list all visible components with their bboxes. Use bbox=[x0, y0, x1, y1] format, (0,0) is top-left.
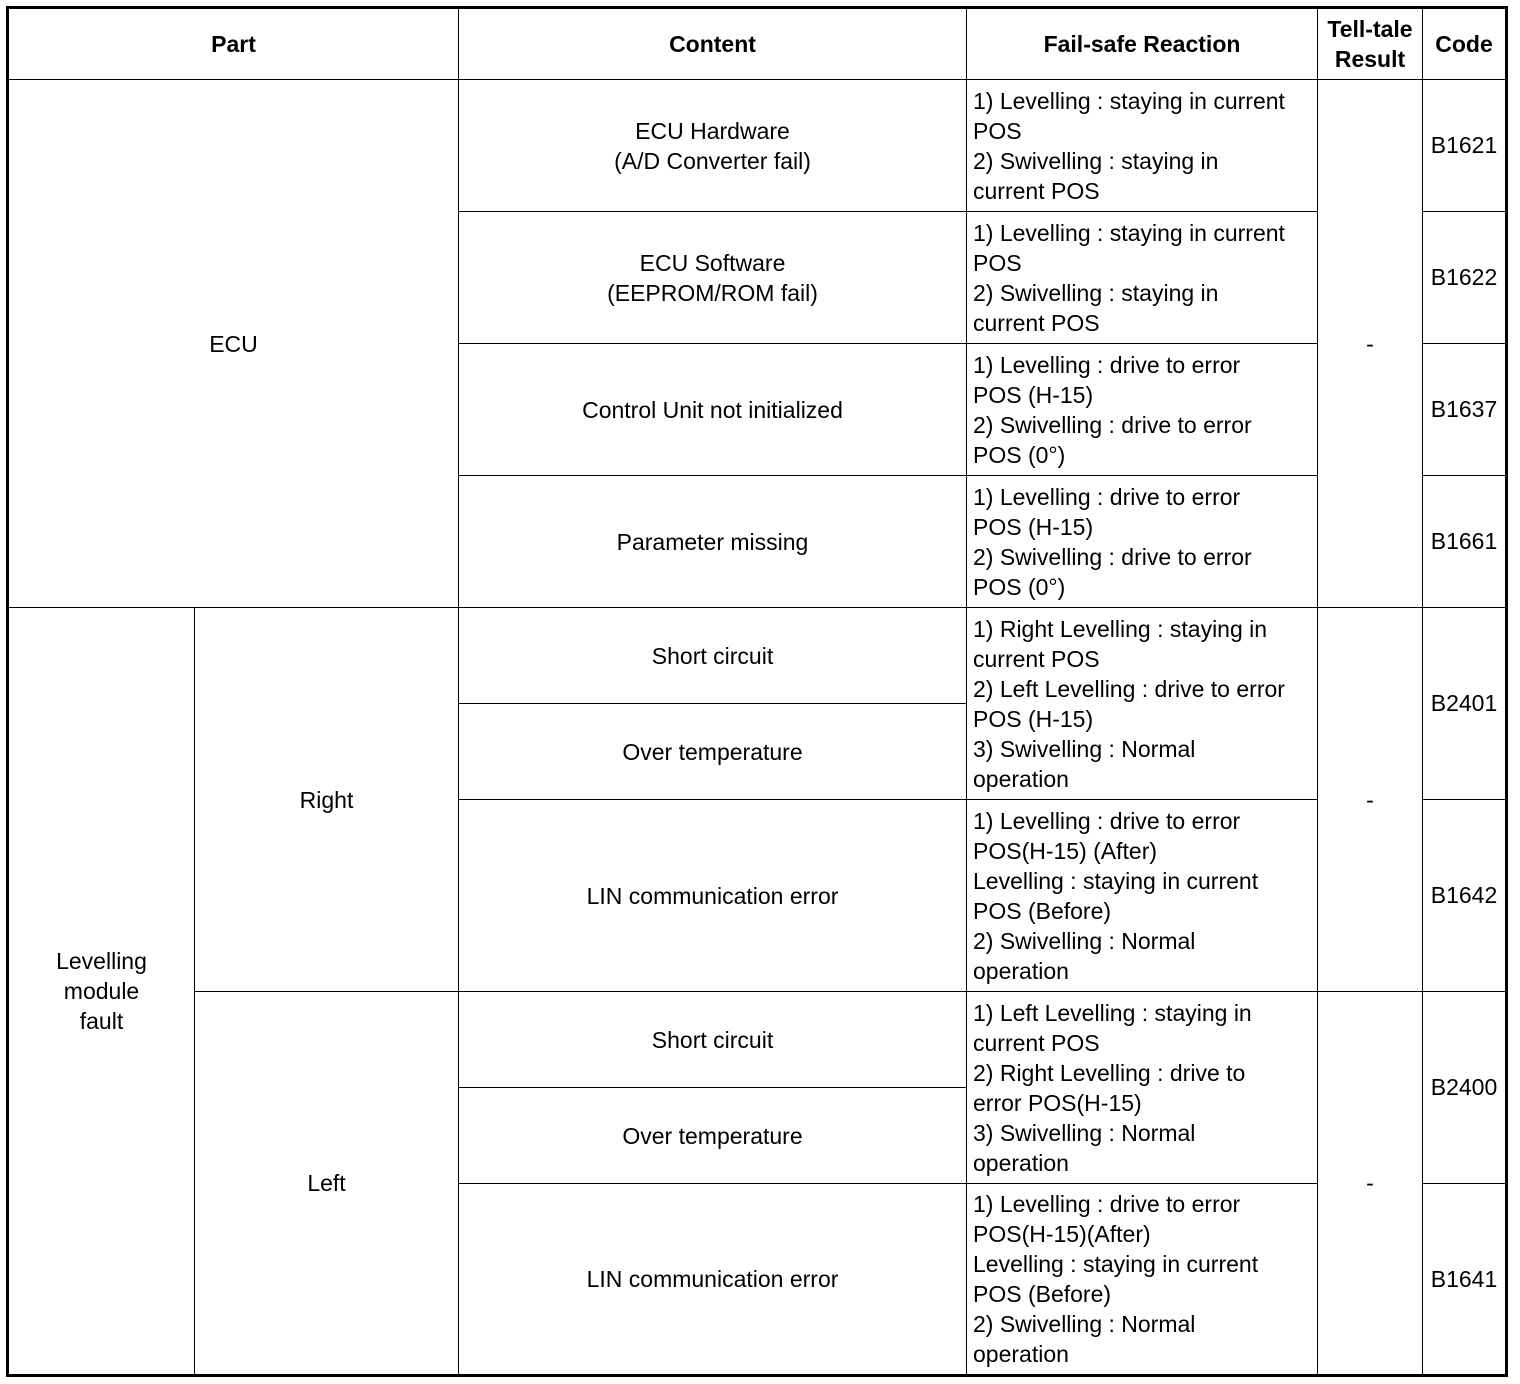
part-ecu: ECU bbox=[8, 80, 459, 608]
header-telltale-line1: Tell-tale bbox=[1327, 16, 1413, 42]
telltale-ecu: - bbox=[1318, 80, 1423, 608]
content-cell: ECU Software (EEPROM/ROM fail) bbox=[459, 212, 967, 344]
reaction-cell: 1) Levelling : drive to error POS(H-15) (After) Levelling : staying in current POS (Before) 2) Swivelling : Normal operation bbox=[967, 800, 1318, 992]
content-cell: LIN communication error bbox=[459, 800, 967, 992]
header-code: Code bbox=[1423, 8, 1507, 80]
side-right: Right bbox=[195, 608, 459, 992]
table-row bbox=[8, 992, 1507, 1088]
telltale-right: - bbox=[1318, 608, 1423, 992]
header-content: Content bbox=[459, 8, 967, 80]
code-cell: B1642 bbox=[1423, 800, 1507, 992]
fail-safe-table bbox=[6, 6, 1508, 1377]
content-cell: Short circuit bbox=[459, 608, 967, 704]
code-cell: B1621 bbox=[1423, 80, 1507, 212]
reaction-cell: 1) Levelling : staying in current POS 2) Swivelling : staying in current POS bbox=[967, 80, 1318, 212]
header-telltale bbox=[1318, 8, 1423, 80]
code-cell: B1641 bbox=[1423, 1184, 1507, 1376]
code-cell: B1622 bbox=[1423, 212, 1507, 344]
reaction-cell: 1) Levelling : drive to error POS (H-15) 2) Swivelling : drive to error POS (0°) bbox=[967, 344, 1318, 476]
content-cell: Short circuit bbox=[459, 992, 967, 1088]
content-cell: ECU Hardware (A/D Converter fail) bbox=[459, 80, 967, 212]
part-levelling-module-fault: Levelling module fault bbox=[8, 608, 195, 1376]
reaction-cell: 1) Levelling : drive to error POS (H-15) 2) Swivelling : drive to error POS (0°) bbox=[967, 476, 1318, 608]
reaction-cell: 1) Right Levelling : staying in current POS 2) Left Levelling : drive to error POS (H-15) 3) Swivelling : Normal operation bbox=[967, 608, 1318, 800]
code-cell: B1637 bbox=[1423, 344, 1507, 476]
code-cell: B1661 bbox=[1423, 476, 1507, 608]
content-cell: Over temperature bbox=[459, 1088, 967, 1184]
header-reaction: Fail-safe Reaction bbox=[967, 8, 1318, 80]
content-cell: Parameter missing bbox=[459, 476, 967, 608]
table-row bbox=[8, 608, 1507, 704]
side-left: Left bbox=[195, 992, 459, 1376]
table-row bbox=[8, 80, 1507, 212]
code-cell: B2401 bbox=[1423, 608, 1507, 800]
content-cell: Control Unit not initialized bbox=[459, 344, 967, 476]
header-row bbox=[8, 8, 1507, 80]
content-cell: LIN communication error bbox=[459, 1184, 967, 1376]
telltale-left: - bbox=[1318, 992, 1423, 1376]
reaction-cell: 1) Levelling : drive to error POS(H-15)(After) Levelling : staying in current POS (Before) 2) Swivelling : Normal operation bbox=[967, 1184, 1318, 1376]
code-cell: B2400 bbox=[1423, 992, 1507, 1184]
content-cell: Over temperature bbox=[459, 704, 967, 800]
header-part: Part bbox=[8, 8, 459, 80]
reaction-cell: 1) Levelling : staying in current POS 2) Swivelling : staying in current POS bbox=[967, 212, 1318, 344]
reaction-cell: 1) Left Levelling : staying in current POS 2) Right Levelling : drive to error POS(H-15) 3) Swivelling : Normal operation bbox=[967, 992, 1318, 1184]
header-telltale-line2: Result bbox=[1334, 46, 1406, 72]
